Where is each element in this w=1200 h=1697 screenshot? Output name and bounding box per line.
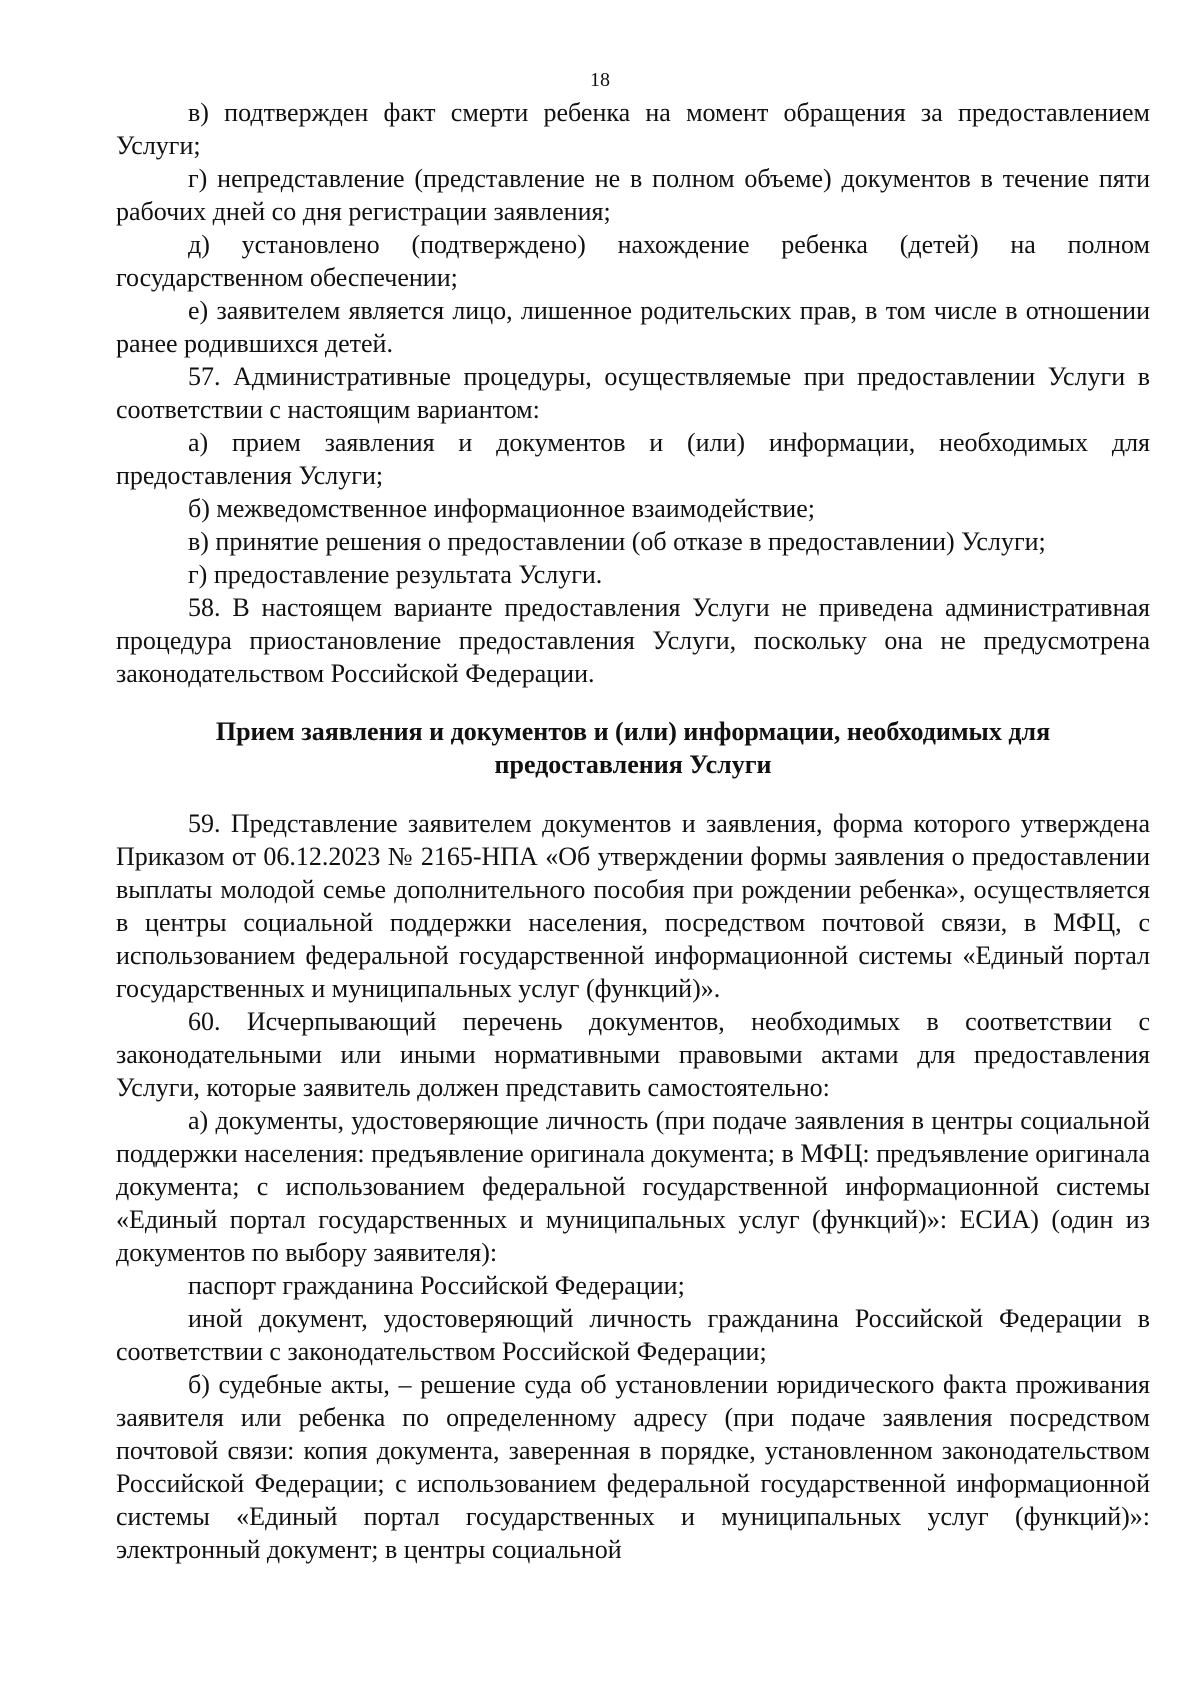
paragraph-60-b: б) судебные акты, – решение суда об установлении юридического факта проживания заявителя или ребенка по определенному адресу (при подаче заявления посредством почтовой связи: копия документа, заверенная в порядке, установленном законодательством Российской Федерации; с использованием федеральной государственной информационной системы «Единый портал государственных и муниципальных услуг (функций)»: электронный документ; в центры социальной (116, 1370, 1150, 1564)
paragraph-item-g-documents-missing: г) непредставление (представление не в полном объеме) документов в течение пяти рабочих дней со дня регистрации заявления; (116, 164, 1150, 226)
paragraph-57-g: г) предоставление результата Услуги. (188, 560, 603, 589)
paragraph-other-id-document: иной документ, удостоверяющий личность гражданина Российской Федерации в соответствии с законодательством Российской Федерации; (116, 1304, 1150, 1366)
paragraph-57: 57. Административные процедуры, осуществляемые при предоставлении Услуги в соответствии с настоящим вариантом: (116, 362, 1150, 424)
paragraph-item-e-parental-rights: е) заявителем является лицо, лишенное родительских прав, в том числе в отношении ранее родившихся детей. (116, 296, 1150, 358)
section-heading-line-1: Прием заявления и документов и (или) информации, необходимых для (215, 717, 1051, 746)
paragraph-60: 60. Исчерпывающий перечень документов, необходимых в соответствии с законодательными или иными нормативными правовыми актами для предоставления Услуги, которые заявитель должен представить самостоятельно: (116, 1007, 1150, 1102)
page-number: 18 (590, 69, 610, 91)
section-heading-line-2: предоставления Услуги (494, 750, 772, 779)
paragraph-passport: паспорт гражданина Российской Федерации; (188, 1271, 685, 1300)
paragraph-item-d-state-support: д) установлено (подтверждено) нахождение ребенка (детей) на полном государственном обеспечении; (116, 230, 1150, 292)
paragraph-57-b: б) межведомственное информационное взаимодействие; (188, 494, 815, 523)
document-body (116, 96, 1150, 1566)
paragraph-57-v: в) принятие решения о предоставлении (об отказе в предоставлении) Услуги; (188, 527, 1046, 556)
paragraph-58: 58. В настоящем варианте предоставления Услуги не приведена административная процедура приостановление предоставления Услуги, поскольку она не предусмотрена законодательством Российской Федерации. (116, 593, 1150, 688)
paragraph-57-a: а) прием заявления и документов и (или) информации, необходимых для предоставления Услуги; (116, 428, 1150, 490)
paragraph-59: 59. Представление заявителем документов и заявления, форма которого утверждена Приказом от 06.12.2023 № 2165-НПА «Об утверждении формы заявления о предоставлении выплаты молодой семье дополнительного пособия при рождении ребенка», осуществляется в центры социальной поддержки населения, посредством почтовой связи, в МФЦ, с использованием федеральной государственной информационной системы «Единый портал государственных и муниципальных услуг (функций)». (116, 809, 1150, 1003)
paragraph-item-v-child-death: в) подтвержден факт смерти ребенка на момент обращения за предоставлением Услуги; (116, 98, 1150, 160)
section-heading (116, 715, 1150, 781)
paragraph-60-a: а) документы, удостоверяющие личность (при подаче заявления в центры социальной поддержки населения: предъявление оригинала документа; в МФЦ: предъявление оригинала документа; с использованием федеральной государственной информационной системы «Единый портал государственных и муниципальных услуг (функций)»: ЕСИА) (один из документов по выбору заявителя): (116, 1106, 1150, 1267)
